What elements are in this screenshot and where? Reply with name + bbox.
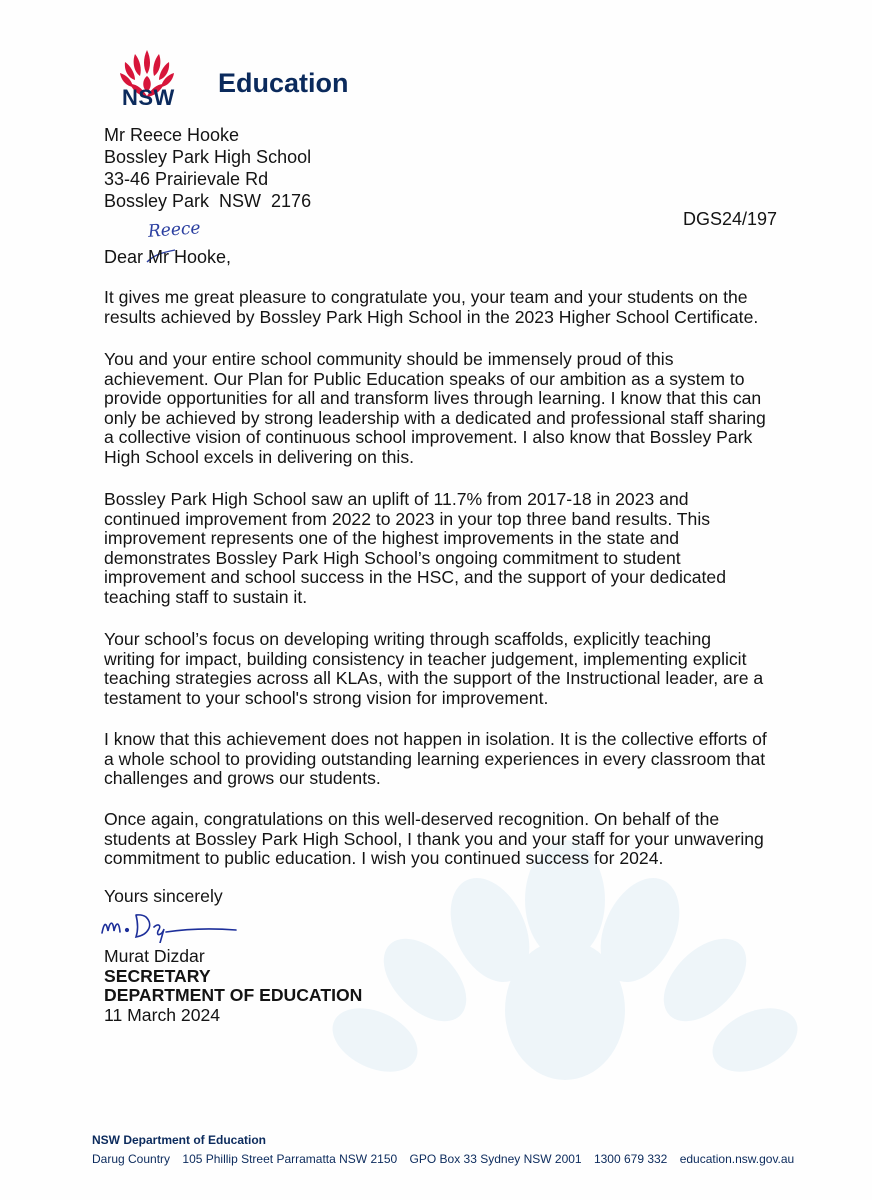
body-line: You and your entire school community should be immensely proud of this [104,349,674,369]
signatory-name: Murat Dizdar [104,946,205,966]
closing: Yours sincerely [104,886,223,906]
salutation: Dear Mr Hooke, [104,247,232,267]
waratah-watermark-icon [330,840,800,1090]
body-line: improvement and school success in the HSC, and the support of your dedicated [104,567,726,588]
handwritten-first-name: Reece [147,218,202,242]
body-paragraph-3 [104,490,764,608]
recipient-school: Bossley Park High School [104,147,312,167]
body-line: results achieved by Bossley Park High School in the 2023 Higher School Certificate. [104,306,759,327]
body-line: improvement represents one of the highest improvements in the state and [104,528,680,549]
footer-website[interactable]: education.nsw.gov.au [679,1152,795,1166]
recipient-name: Mr Reece Hooke [104,125,240,145]
body-line: I know that this achievement does not happen in isolation. It is the collective efforts of [104,729,767,749]
body-line: demonstrates Bossley Park High School’s ongoing commitment to student [104,547,681,568]
footer-phone: 1300 679 332 [593,1152,668,1166]
body-line: provide opportunities for all and transform lives through learning. I know that this can [104,388,762,409]
body-line: students at Bossley Park High School, I thank you and your staff for your unwavering [104,828,764,849]
signatory-title: SECRETARY [104,965,211,986]
body-line: achievement. Our Plan for Public Education speaks of our ambition as a system to [104,368,745,389]
body-line: Bossley Park High School saw an uplift of 11.7% from 2017-18 in 2023 and [104,489,689,509]
footer-contact-line [92,1152,803,1166]
signature-icon [96,905,246,943]
recipient-suburb: Bossley Park NSW 2176 [104,191,312,211]
body-line: commitment to public education. I wish you continued success for 2024. [104,848,664,869]
footer-street: 105 Phillip Street Parramatta NSW 2150 [182,1152,398,1166]
recipient-address [104,124,311,212]
body-line: only be achieved by strong leadership with a dedicated and professional staff sharing [104,407,766,428]
body-line: It gives me great pleasure to congratulate you, your team and your students on the [104,287,748,307]
body-line: teaching strategies across all KLAs, with the support of the Instructional leader, are a [104,668,764,689]
body-paragraph-5 [104,729,767,789]
body-line: writing for impact, building consistency in teacher judgement, implementing explicit [104,648,747,669]
body-line: teaching staff to sustain it. [104,586,308,607]
signatory-department: DEPARTMENT OF EDUCATION [104,985,363,1006]
logo-nsw-text: NSW [122,85,175,110]
body-paragraph-1 [104,288,764,327]
body-line: a whole school to providing outstanding learning experiences in every classroom that [104,748,766,769]
body-paragraph-2 [104,350,764,468]
footer-country: Darug Country [92,1152,171,1166]
letter-date: 11 March 2024 [104,1004,221,1025]
body-line: High School excels in delivering on this. [104,446,415,467]
body-paragraph-4 [104,630,764,708]
body-line: continued improvement from 2022 to 2023 in your top three band results. This [104,508,711,529]
footer-org: NSW Department of Education [92,1133,267,1147]
reference-number: DGS24/197 [683,209,778,229]
signatory-block [104,947,362,1025]
body-line: Your school’s focus on developing writing through scaffolds, explicitly teaching [104,629,712,649]
recipient-street: 33-46 Prairievale Rd [104,169,269,189]
logo-education-text: Education [218,68,349,98]
body-line: challenges and grows our students. [104,768,381,789]
body-paragraph-6 [104,810,764,869]
body-line: Once again, congratulations on this well-deserved recognition. On behalf of the [104,809,720,829]
footer-po-box: GPO Box 33 Sydney NSW 2001 [409,1152,582,1166]
body-line: testament to your school's strong vision for improvement. [104,687,549,708]
body-line: a collective vision of continuous school improvement. I also know that Bossley Park [104,427,753,448]
